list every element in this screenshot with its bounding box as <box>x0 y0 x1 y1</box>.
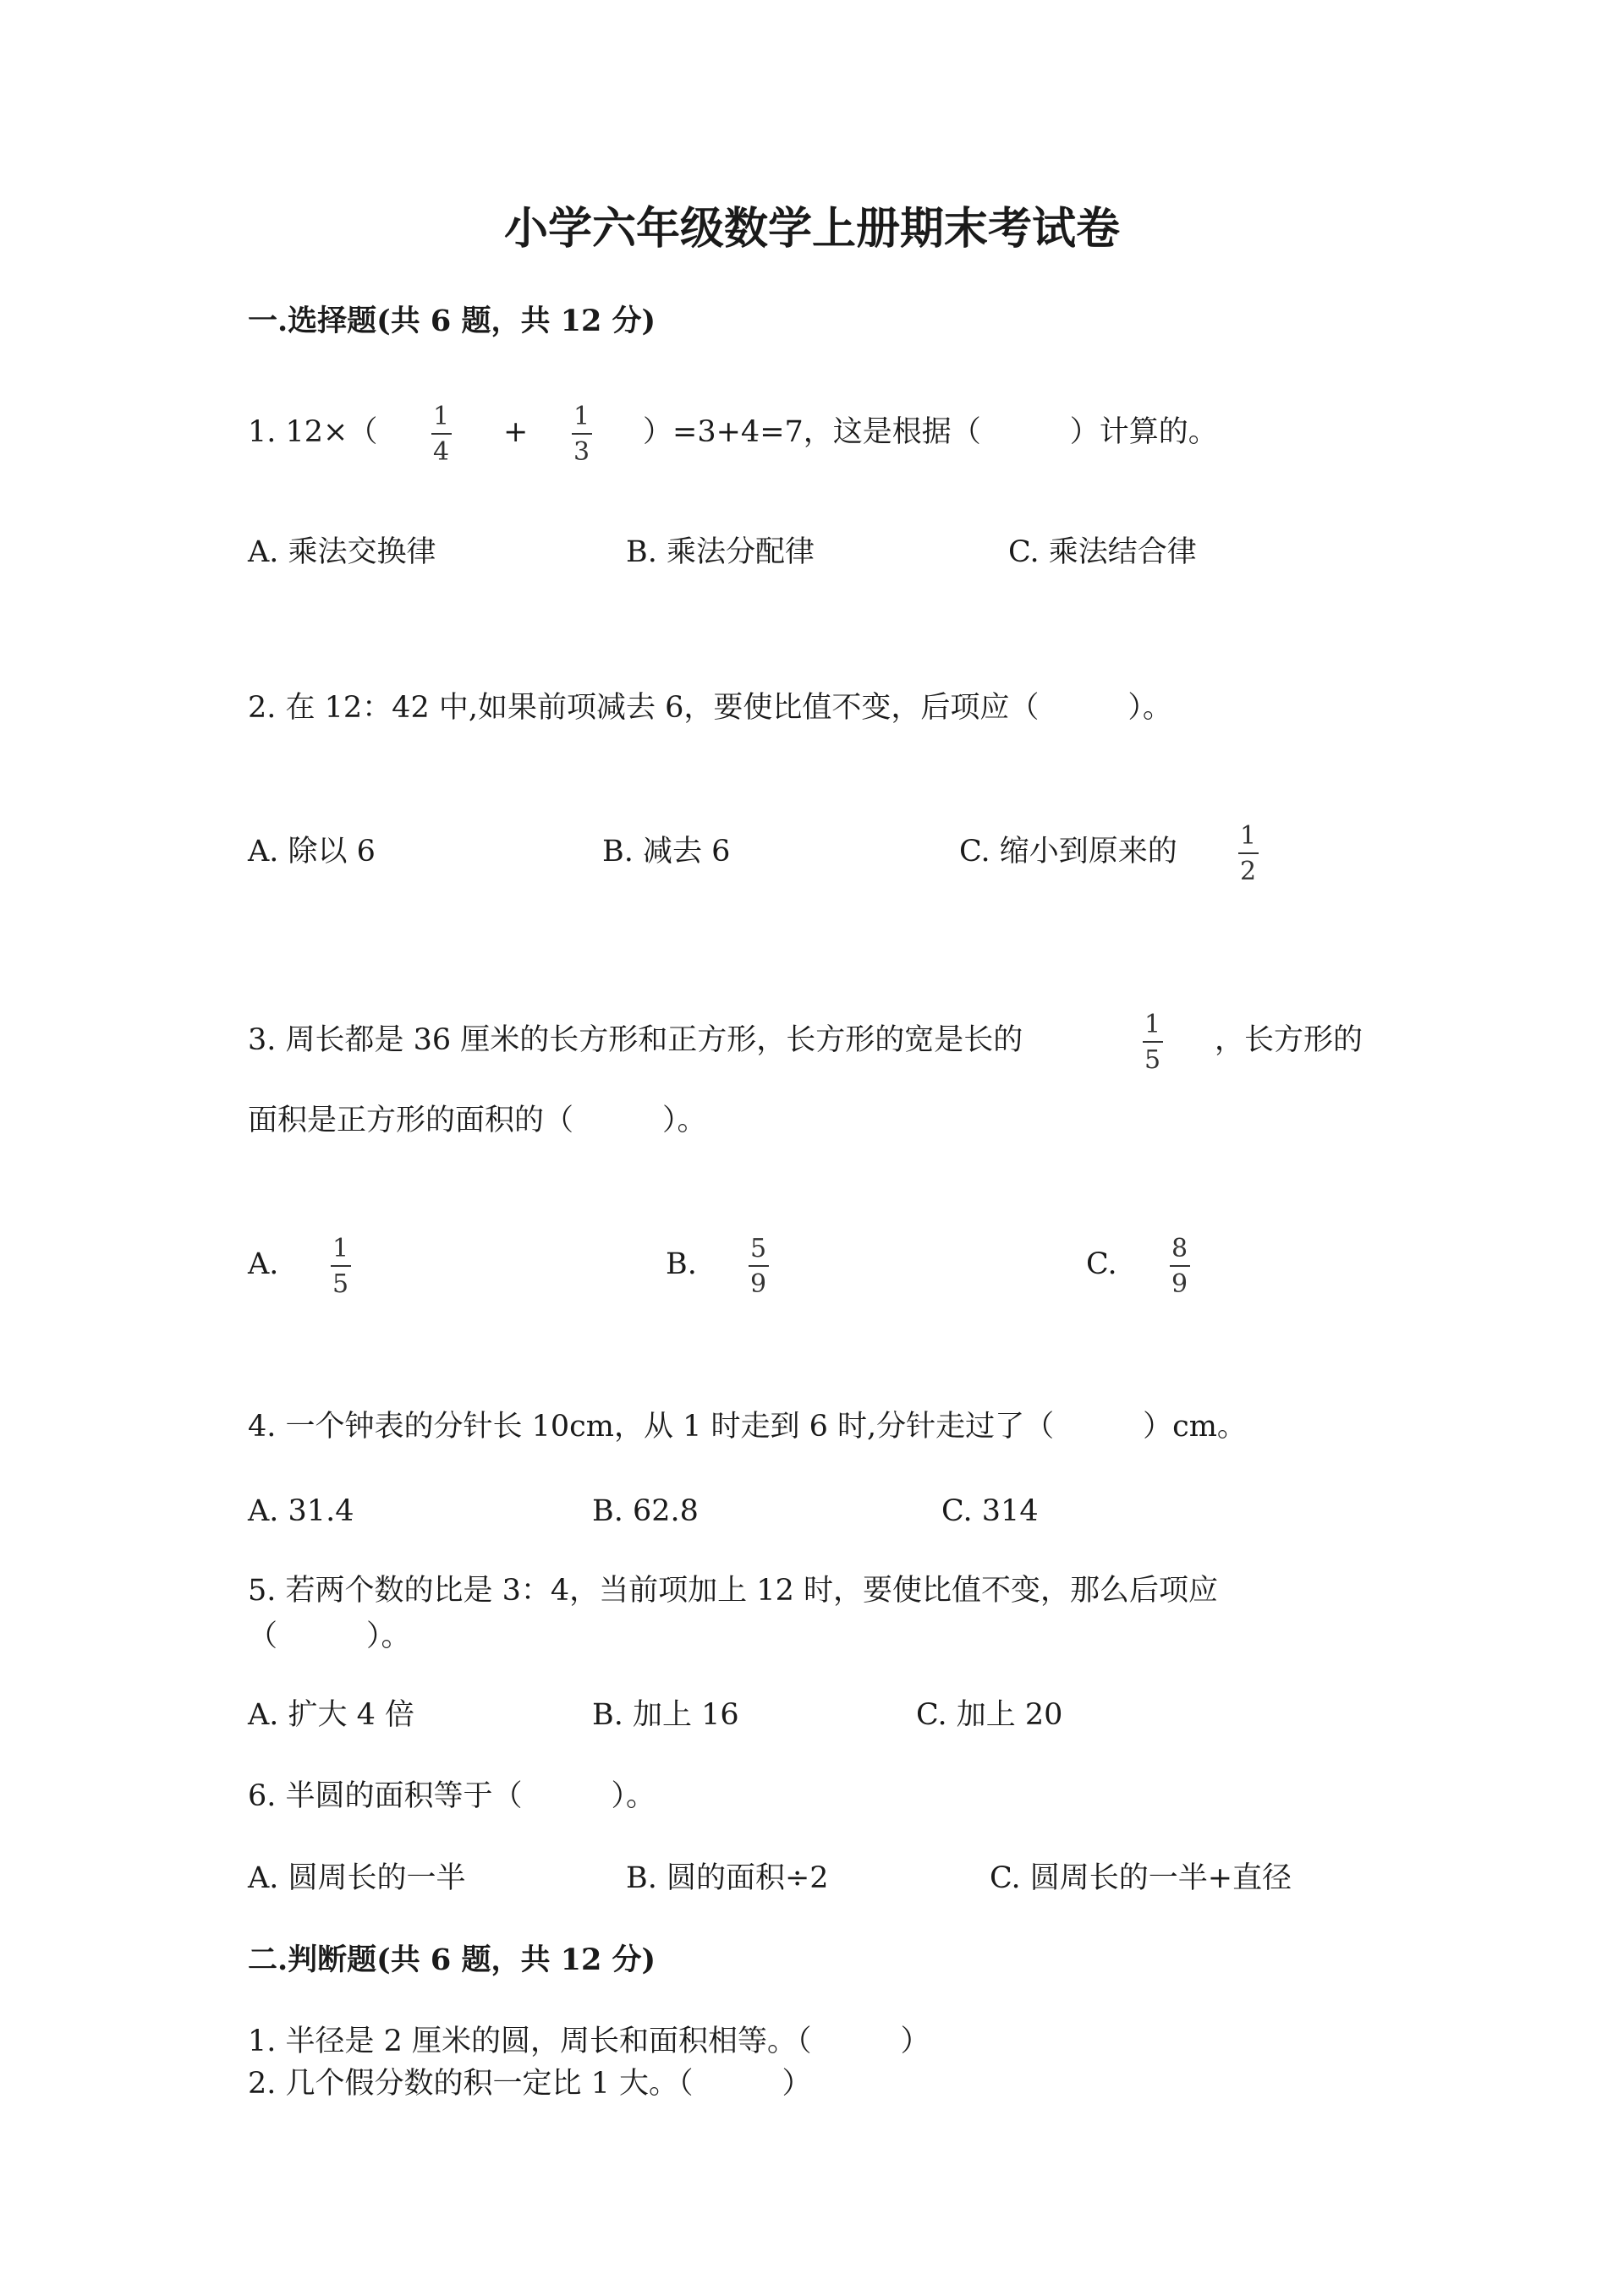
question-5-line1: 5. 若两个数的比是 3：4，当前项加上 12 时，要使比值不变，那么后项应 <box>248 1574 1218 1608</box>
judgement-item-1: 1. 半径是 2 厘米的圆，周长和面积相等。（ ） <box>248 2025 930 2058</box>
question-3-fraction <box>1141 1012 1164 1073</box>
section-heading-judgement: 二.判断题(共 6 题，共 12 分) <box>248 1943 656 1977</box>
page-title: 小学六年级数学上册期末考试卷 <box>503 203 1120 255</box>
question-6-option-b[interactable]: B. 圆的面积÷2 <box>626 1861 829 1895</box>
fraction-denominator: 5 <box>1144 1045 1161 1075</box>
question-4-text: 4. 一个钟表的分针长 10cm，从 1 时走到 6 时,分针走过了（ ）cm。 <box>248 1410 1247 1444</box>
question-3-option-c-label[interactable]: C. <box>1086 1247 1117 1281</box>
fraction-numerator: 5 <box>750 1234 767 1263</box>
question-3-option-b-label[interactable]: B. <box>666 1247 697 1281</box>
question-3-line1-suffix: ，长方形的 <box>1215 1023 1363 1057</box>
fraction-denominator: 3 <box>573 437 590 467</box>
question-2-option-c[interactable]: C. 缩小到原来的 <box>959 835 1177 869</box>
judgement-item-2: 2. 几个假分数的积一定比 1 大。（ ） <box>248 2067 812 2101</box>
fraction-numerator: 1 <box>573 402 590 431</box>
question-6-option-a[interactable]: A. 圆周长的一半 <box>248 1861 466 1895</box>
question-3-option-c-fraction[interactable] <box>1168 1236 1191 1297</box>
question-1-suffix: ）=3+4=7，这是根据（ ）计算的。 <box>643 415 1218 449</box>
question-2-text: 2. 在 12：42 中,如果前项减去 6，要使比值不变，后项应（ ）。 <box>248 691 1172 725</box>
question-2-option-c-fraction <box>1237 821 1259 886</box>
question-3-option-b-fraction[interactable] <box>747 1236 770 1297</box>
fraction-denominator: 9 <box>750 1269 767 1299</box>
question-4-option-b[interactable]: B. 62.8 <box>592 1494 699 1528</box>
question-5-line2: （ ）。 <box>248 1619 411 1653</box>
question-2-option-b[interactable]: B. 减去 6 <box>602 835 731 869</box>
question-6-option-c[interactable]: C. 圆周长的一半+直径 <box>990 1861 1292 1895</box>
question-3-option-a-fraction[interactable] <box>329 1236 352 1297</box>
question-1-fraction-a <box>430 404 453 465</box>
question-5-option-c[interactable]: C. 加上 20 <box>916 1698 1063 1732</box>
fraction-denominator: 9 <box>1171 1269 1188 1299</box>
fraction-numerator: 1 <box>1240 821 1257 851</box>
fraction-denominator: 4 <box>433 437 450 467</box>
fraction-denominator: 2 <box>1240 857 1257 886</box>
fraction-numerator: 1 <box>332 1234 349 1263</box>
fraction-numerator: 1 <box>433 402 450 431</box>
fraction-denominator: 5 <box>332 1269 349 1299</box>
question-4-option-c[interactable]: C. 314 <box>941 1494 1039 1528</box>
question-1-option-b[interactable]: B. 乘法分配律 <box>626 535 815 569</box>
question-1-plus: + <box>503 415 529 449</box>
question-6-text: 6. 半圆的面积等于（ ）。 <box>248 1779 656 1813</box>
question-1-option-a[interactable]: A. 乘法交换律 <box>248 535 436 569</box>
fraction-numerator: 1 <box>1144 1010 1161 1039</box>
question-1-fraction-b <box>570 404 593 465</box>
question-1-prefix: 1. 12×（ <box>248 415 378 449</box>
question-5-option-b[interactable]: B. 加上 16 <box>592 1698 739 1732</box>
fraction-numerator: 8 <box>1171 1234 1188 1263</box>
question-5-option-a[interactable]: A. 扩大 4 倍 <box>248 1698 415 1732</box>
question-1-option-c[interactable]: C. 乘法结合律 <box>1008 535 1197 569</box>
question-3-line2: 面积是正方形的面积的（ ）。 <box>248 1104 707 1137</box>
question-4-option-a[interactable]: A. 31.4 <box>248 1494 354 1528</box>
section-heading-choice: 一.选择题(共 6 题，共 12 分) <box>248 304 656 338</box>
question-3-line1-prefix: 3. 周长都是 36 厘米的长方形和正方形，长方形的宽是长的 <box>248 1023 1023 1057</box>
question-3-option-a-label[interactable]: A. <box>248 1247 279 1281</box>
question-2-option-a[interactable]: A. 除以 6 <box>248 835 376 869</box>
